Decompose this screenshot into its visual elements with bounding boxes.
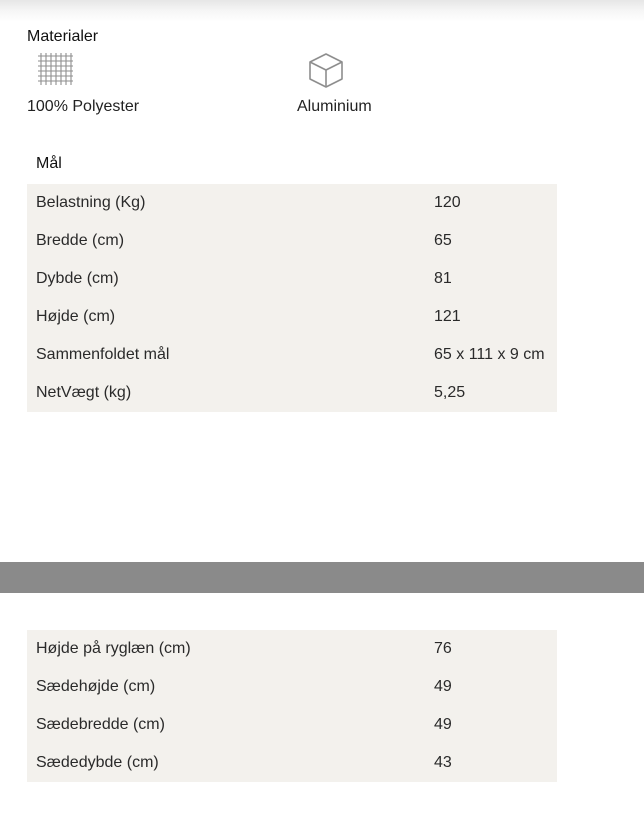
- table-row: [27, 744, 557, 782]
- material-polyester: [27, 52, 139, 116]
- row-value: 121: [434, 308, 461, 325]
- row-key: Bredde (cm): [36, 232, 125, 249]
- row-value: 5,25: [434, 384, 466, 401]
- row-value: 43: [434, 754, 452, 771]
- row-key: NetVægt (kg): [36, 384, 132, 401]
- row-key: Dybde (cm): [36, 270, 119, 287]
- table-row: [27, 706, 557, 744]
- dimensions-title: Mål: [36, 155, 62, 172]
- material-label: Aluminium: [297, 98, 372, 115]
- row-value: 76: [434, 640, 452, 657]
- row-key: Sædedybde (cm): [36, 754, 159, 771]
- material-label: 100% Polyester: [27, 98, 140, 115]
- row-key: Sædehøjde (cm): [36, 678, 156, 695]
- row-value: 65: [434, 232, 452, 249]
- table-row: [27, 374, 557, 412]
- top-shadow: [0, 0, 644, 22]
- row-value: 49: [434, 678, 452, 695]
- row-value: 49: [434, 716, 452, 733]
- row-key: Højde på ryglæn (cm): [36, 640, 191, 657]
- row-key: Sammenfoldet mål: [36, 346, 170, 363]
- row-value: 81: [434, 270, 452, 287]
- table-row: [27, 184, 557, 222]
- row-key: Højde (cm): [36, 308, 116, 325]
- table-row: [27, 298, 557, 336]
- row-value: 120: [434, 194, 461, 211]
- row-value: 65 x 111 x 9 cm: [434, 346, 545, 363]
- materials-title: Materialer: [27, 28, 99, 45]
- table-row: [27, 668, 557, 706]
- table-row: [27, 222, 557, 260]
- mesh-grid-icon: [37, 52, 139, 88]
- row-key: Belastning (Kg): [36, 194, 146, 211]
- seat-dimensions-table: [27, 630, 557, 782]
- table-row: [27, 336, 557, 374]
- material-aluminium: [297, 52, 372, 116]
- table-row: [27, 630, 557, 668]
- dimensions-table: [27, 184, 557, 412]
- section-divider-band: [0, 562, 644, 593]
- cube-icon: [307, 52, 372, 88]
- table-row: [27, 260, 557, 298]
- row-key: Sædebredde (cm): [36, 716, 165, 733]
